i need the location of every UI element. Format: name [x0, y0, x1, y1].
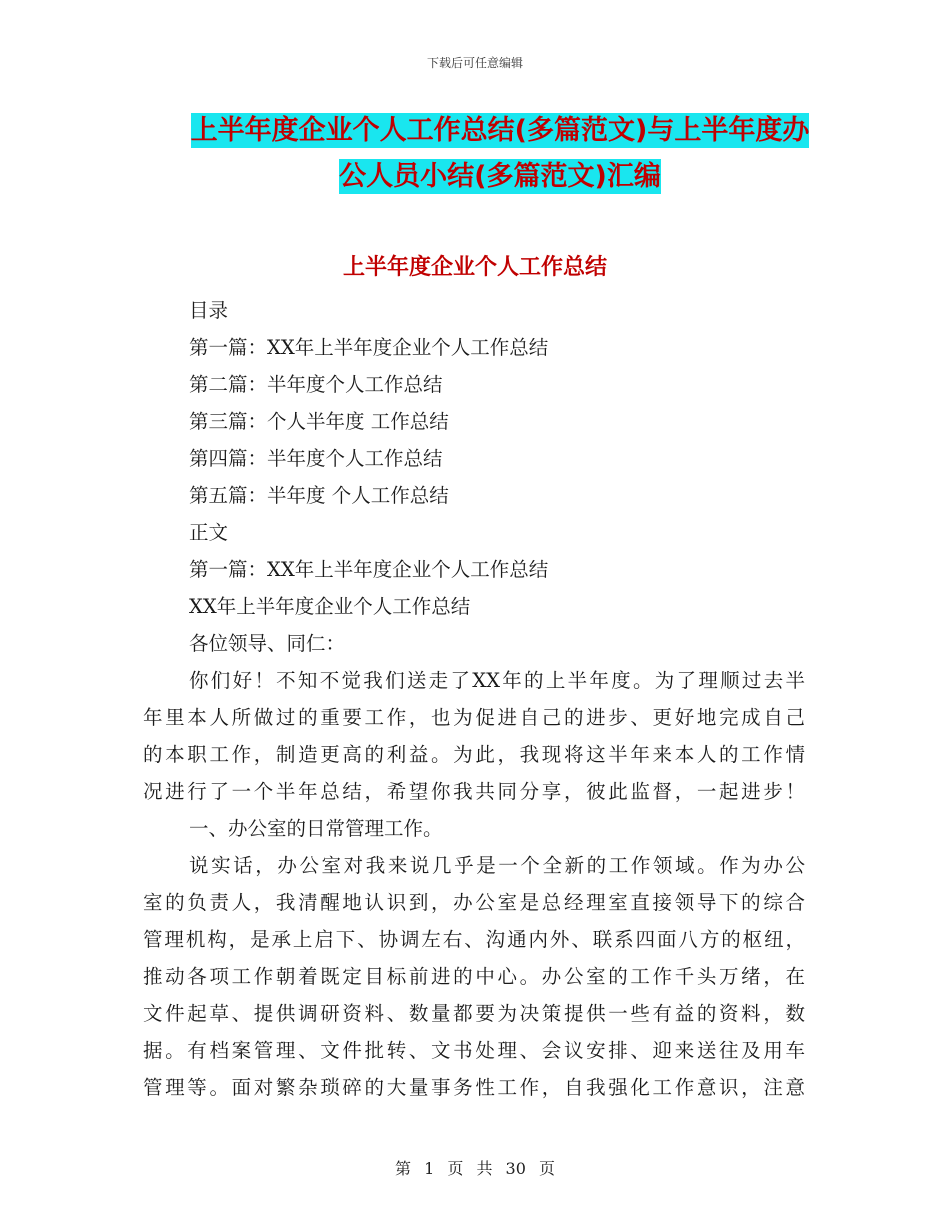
toc-item: 第一篇：XX年上半年度企业个人工作总结: [189, 336, 549, 359]
paragraph-line: 推动各项工作朝着既定目标前进的中心。办公室的工作千头万绪，在: [143, 965, 805, 988]
paragraph-line: 的本职工作，制造更高的利益。为此，我现将这半年来本人的工作情: [143, 743, 805, 766]
section-heading: 一、办公室的日常管理工作。: [189, 817, 443, 840]
paragraph-line: 文件起草、提供调研资料、数量都要为决策提供一些有益的资料，数: [143, 1002, 805, 1025]
chapter-title: 第一篇：XX年上半年度企业个人工作总结: [189, 558, 549, 581]
toc-item: 第三篇：个人半年度 工作总结: [189, 410, 449, 433]
paragraph-line: 据。有档案管理、文件批转、文书处理、会议安排、迎来送往及用车: [143, 1039, 805, 1062]
toc-item: 第四篇：半年度个人工作总结: [189, 447, 443, 470]
paragraph-line: 管理等。面对繁杂琐碎的大量事务性工作，自我强化工作意识，注意: [143, 1076, 805, 1099]
toc-heading: 目录: [189, 299, 229, 322]
paragraph-line: 说实话，办公室对我来说几乎是一个全新的工作领域。作为办公: [189, 854, 805, 877]
paragraph-line: 室的负责人，我清醒地认识到，办公室是总经理室直接领导下的综合: [143, 891, 805, 914]
paragraph-line: 管理机构，是承上启下、协调左右、沟通内外、联系四面八方的枢纽，: [143, 928, 805, 951]
toc-item: 第五篇：半年度 个人工作总结: [189, 484, 449, 507]
article-title: XX年上半年度企业个人工作总结: [189, 595, 471, 618]
page-footer: 第 1 页 共 30 页: [395, 1159, 555, 1178]
body-heading: 正文: [189, 521, 229, 544]
section-title: 上半年度企业个人工作总结: [342, 255, 607, 280]
document-body: [143, 292, 805, 1106]
greeting: 各位领导、同仁：: [189, 632, 346, 655]
document-title: [100, 108, 900, 200]
paragraph-line: 你们好！不知不觉我们送走了XX年的上半年度。为了理顺过去半: [189, 669, 805, 692]
paragraph-line: 年里本人所做过的重要工作，也为促进自己的进步、更好地完成自己: [143, 706, 805, 729]
toc-item: 第二篇：半年度个人工作总结: [189, 373, 443, 396]
title-line-1: 上半年度企业个人工作总结(多篇范文)与上半年度办: [190, 115, 810, 146]
title-line-2: 公人员小结(多篇范文)汇编: [339, 161, 661, 192]
page-header: 下载后可任意编辑: [426, 56, 523, 70]
paragraph-line: 况进行了一个半年总结，希望你我共同分享，彼此监督，一起进步！: [143, 780, 805, 803]
